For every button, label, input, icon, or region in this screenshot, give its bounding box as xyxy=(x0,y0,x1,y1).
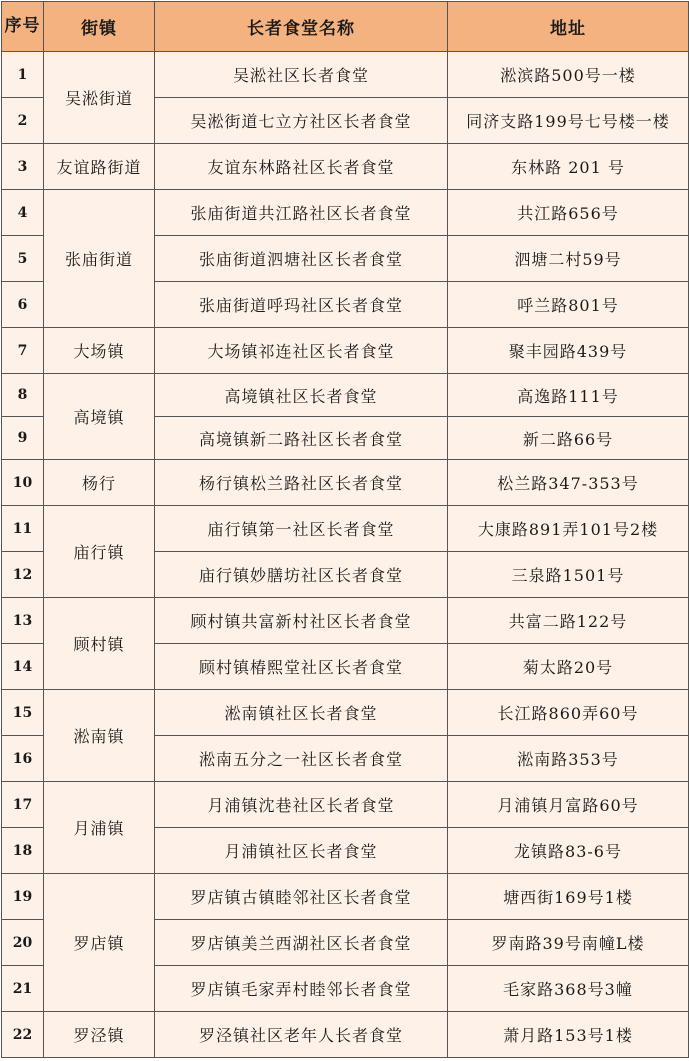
table-row xyxy=(2,374,689,417)
table-row xyxy=(2,506,689,552)
table-row xyxy=(2,874,689,920)
row-name: 庙行镇第一社区长者食堂 xyxy=(155,506,448,552)
row-address: 长江路860弄60号 xyxy=(448,690,689,736)
row-name: 淞南镇社区长者食堂 xyxy=(155,690,448,736)
row-address: 淞南路353号 xyxy=(448,736,689,782)
row-no: 1 xyxy=(2,52,44,98)
row-no: 8 xyxy=(2,374,44,417)
row-address: 淞滨路500号一楼 xyxy=(448,52,689,98)
table-row xyxy=(2,190,689,236)
row-name: 张庙街道泗塘社区长者食堂 xyxy=(155,236,448,282)
row-name: 罗泾镇社区老年人长者食堂 xyxy=(155,1012,448,1058)
row-name: 罗店镇古镇睦邻社区长者食堂 xyxy=(155,874,448,920)
row-no: 4 xyxy=(2,190,44,236)
row-address: 呼兰路801号 xyxy=(448,282,689,328)
row-town: 淞南镇 xyxy=(44,690,155,782)
header-address: 地址 xyxy=(448,2,689,52)
row-address: 毛家路368号3幢 xyxy=(448,966,689,1012)
row-address: 泗塘二村59号 xyxy=(448,236,689,282)
row-no: 3 xyxy=(2,144,44,190)
row-no: 16 xyxy=(2,736,44,782)
row-name: 吴淞社区长者食堂 xyxy=(155,52,448,98)
row-address: 龙镇路83-6号 xyxy=(448,828,689,874)
row-address: 松兰路347-353号 xyxy=(448,460,689,506)
table-row xyxy=(2,328,689,374)
row-no: 18 xyxy=(2,828,44,874)
row-no: 9 xyxy=(2,417,44,460)
row-no: 11 xyxy=(2,506,44,552)
row-address: 菊太路20号 xyxy=(448,644,689,690)
row-address: 高逸路111号 xyxy=(448,374,689,417)
row-town: 罗泾镇 xyxy=(44,1012,155,1058)
row-address: 共富二路122号 xyxy=(448,598,689,644)
table-row xyxy=(2,52,689,98)
row-town: 高境镇 xyxy=(44,374,155,460)
row-no: 17 xyxy=(2,782,44,828)
row-name: 月浦镇社区长者食堂 xyxy=(155,828,448,874)
row-name: 吴淞街道七立方社区长者食堂 xyxy=(155,98,448,144)
row-address: 月浦镇月富路60号 xyxy=(448,782,689,828)
table-row xyxy=(2,598,689,644)
row-name: 顾村镇椿熙堂社区长者食堂 xyxy=(155,644,448,690)
row-name: 杨行镇松兰路社区长者食堂 xyxy=(155,460,448,506)
row-town: 庙行镇 xyxy=(44,506,155,598)
row-address: 萧月路153号1楼 xyxy=(448,1012,689,1058)
table-header-row xyxy=(2,2,689,52)
row-name: 罗店镇毛家弄村睦邻长者食堂 xyxy=(155,966,448,1012)
table-row xyxy=(2,690,689,736)
row-name: 张庙街道呼玛社区长者食堂 xyxy=(155,282,448,328)
row-town: 月浦镇 xyxy=(44,782,155,874)
row-no: 15 xyxy=(2,690,44,736)
row-name: 罗店镇美兰西湖社区长者食堂 xyxy=(155,920,448,966)
row-address: 罗南路39号南幢L楼 xyxy=(448,920,689,966)
row-name: 张庙街道共江路社区长者食堂 xyxy=(155,190,448,236)
row-no: 12 xyxy=(2,552,44,598)
row-no: 14 xyxy=(2,644,44,690)
row-town: 罗店镇 xyxy=(44,874,155,1012)
row-town: 张庙街道 xyxy=(44,190,155,328)
table-row xyxy=(2,460,689,506)
row-address: 东林路 201 号 xyxy=(448,144,689,190)
row-no: 10 xyxy=(2,460,44,506)
table-row xyxy=(2,144,689,190)
row-no: 6 xyxy=(2,282,44,328)
row-address: 聚丰园路439号 xyxy=(448,328,689,374)
row-name: 大场镇祁连社区长者食堂 xyxy=(155,328,448,374)
row-no: 19 xyxy=(2,874,44,920)
table-row xyxy=(2,1012,689,1058)
row-name: 高境镇社区长者食堂 xyxy=(155,374,448,417)
row-no: 22 xyxy=(2,1012,44,1058)
row-name: 高境镇新二路社区长者食堂 xyxy=(155,417,448,460)
row-name: 顾村镇共富新村社区长者食堂 xyxy=(155,598,448,644)
row-no: 21 xyxy=(2,966,44,1012)
row-name: 淞南五分之一社区长者食堂 xyxy=(155,736,448,782)
row-no: 13 xyxy=(2,598,44,644)
row-address: 新二路66号 xyxy=(448,417,689,460)
row-town: 顾村镇 xyxy=(44,598,155,690)
row-name: 月浦镇沈巷社区长者食堂 xyxy=(155,782,448,828)
row-town: 大场镇 xyxy=(44,328,155,374)
row-town: 杨行 xyxy=(44,460,155,506)
canteen-table xyxy=(1,1,689,1058)
row-town: 吴淞街道 xyxy=(44,52,155,144)
row-name: 庙行镇妙膳坊社区长者食堂 xyxy=(155,552,448,598)
header-no: 序号 xyxy=(2,2,44,52)
row-town: 友谊路街道 xyxy=(44,144,155,190)
row-no: 2 xyxy=(2,98,44,144)
row-address: 同济支路199号七号楼一楼 xyxy=(448,98,689,144)
header-name: 长者食堂名称 xyxy=(155,2,448,52)
row-no: 7 xyxy=(2,328,44,374)
row-address: 三泉路1501号 xyxy=(448,552,689,598)
row-no: 5 xyxy=(2,236,44,282)
row-address: 大康路891弄101号2楼 xyxy=(448,506,689,552)
row-name: 友谊东林路社区长者食堂 xyxy=(155,144,448,190)
row-address: 共江路656号 xyxy=(448,190,689,236)
row-address: 塘西街169号1楼 xyxy=(448,874,689,920)
row-no: 20 xyxy=(2,920,44,966)
header-town: 街镇 xyxy=(44,2,155,52)
table-row xyxy=(2,782,689,828)
